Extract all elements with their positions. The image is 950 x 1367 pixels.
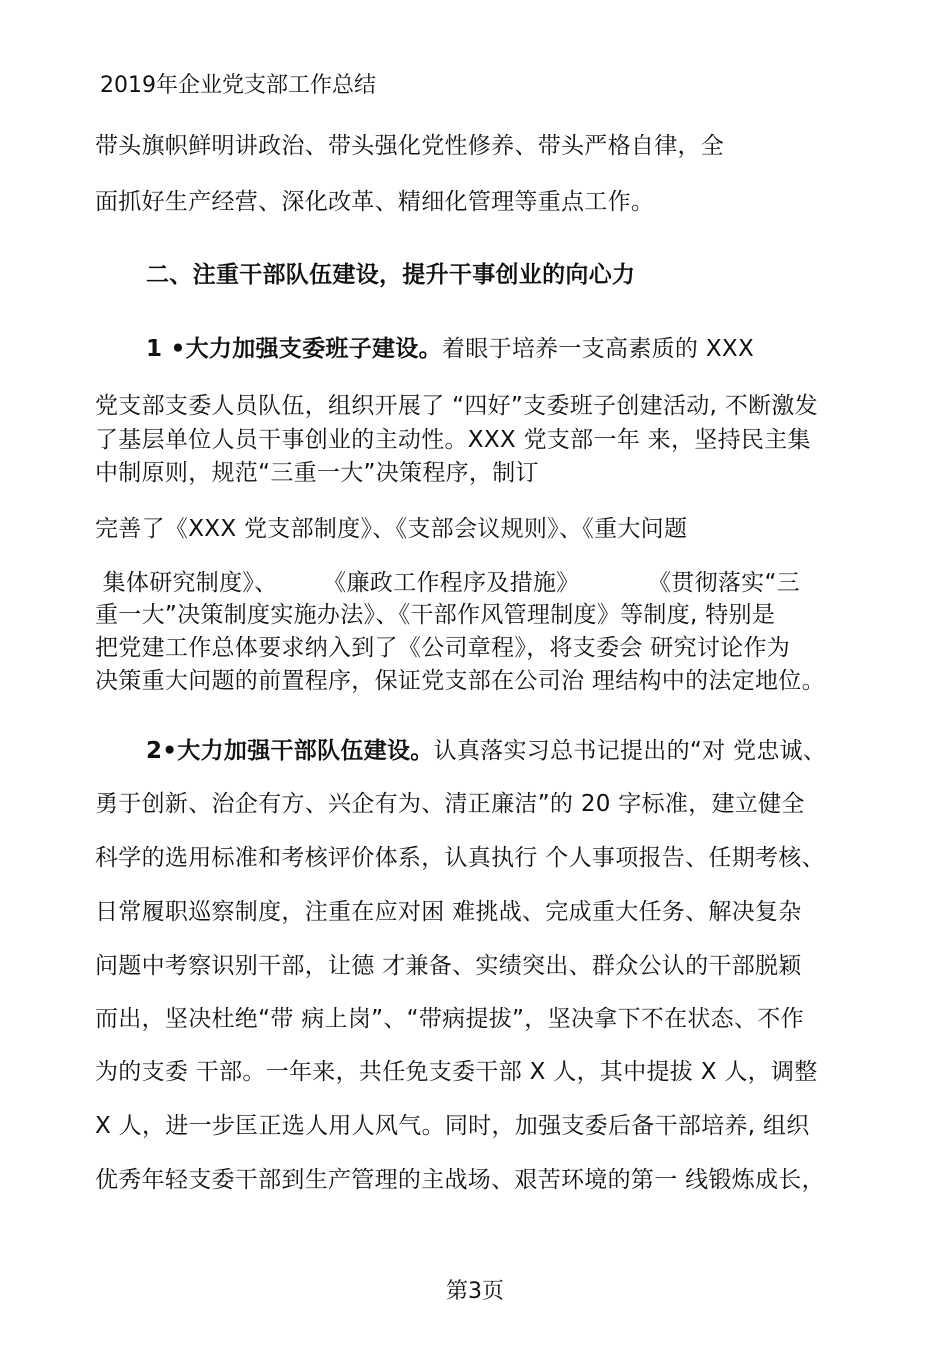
item2-first-line-text: 认真落实习总书记提出的“对 党忠诚、 bbox=[433, 738, 827, 764]
item2-line-5: 而出，坚决杜绝“带 病上岗”、“带病提拔”，坚决拿下不在状态、不作 bbox=[95, 1006, 804, 1032]
item1-first-line bbox=[146, 334, 754, 364]
item1-line-4: 完善了《XXX 党支部制度》、《支部会议规则》、《重大问题 bbox=[95, 516, 688, 542]
intro-line-2: 面抓好生产经营、深化改革、精细化管理等重点工作。 bbox=[95, 189, 655, 215]
item2-line-4: 问题中考察识别干部，让德 才兼备、实绩突出、群众公认的干部脱颖 bbox=[95, 953, 802, 979]
item1-label: 1 •大力加强支委班子建设。 bbox=[146, 336, 442, 362]
item1-first-line-text: 着眼于培养一支高素质的 XXX bbox=[441, 336, 755, 362]
item2-line-2: 科学的选用标准和考核评价体系，认真执行 个人事项报告、任期考核、 bbox=[95, 845, 825, 871]
document-header: 2019年企业党支部工作总结 bbox=[100, 73, 376, 98]
item1-line-2: 了基层单位人员干事创业的主动性。XXX 党支部一年 来，坚持民主集 bbox=[95, 427, 811, 453]
section-heading: 二、注重干部队伍建设，提升干事创业的向心力 bbox=[146, 262, 636, 288]
item2-line-7: X 人，进一步匡正选人用人风气。同时，加强支委后备干部培养, 组织 bbox=[95, 1113, 810, 1139]
item2-line-1: 勇于创新、治企有方、兴企有为、清正廉洁”的 20 字标准，建立健全 bbox=[95, 791, 805, 817]
item2-label: 2•大力加强干部队伍建设。 bbox=[146, 738, 434, 764]
item1-line-8: 决策重大问题的前置程序，保证党支部在公司治 理结构中的法定地位。 bbox=[95, 668, 825, 694]
item1-line-6: 重一大”决策制度实施办法》、《干部作风管理制度》等制度, 特别是 bbox=[95, 602, 776, 628]
item2-line-3: 日常履职巡察制度，注重在应对困 难挑战、完成重大任务、解决复杂 bbox=[95, 899, 802, 925]
item2-first-line bbox=[146, 736, 826, 766]
item2-line-8: 优秀年轻支委干部到生产管理的主战场、艰苦环境的第一 线锻炼成长， bbox=[95, 1167, 825, 1193]
item2-line-6: 为的支委 干部。一年来，共任免支委干部 X 人，其中提拔 X 人，调整 bbox=[95, 1059, 818, 1085]
item1-line-3: 中制原则，规范“三重一大”决策程序，制订 bbox=[95, 460, 539, 486]
intro-line-1: 带头旗帜鲜明讲政治、带头强化党性修养、带头严格自律，全 bbox=[95, 133, 725, 159]
item1-line-5: 集体研究制度》、 《廉政工作程序及措施》 《贯彻落实“三 bbox=[95, 570, 800, 596]
item1-line-7: 把党建工作总体要求纳入到了《公司章程》，将支委会 研究讨论作为 bbox=[95, 635, 791, 661]
page-number: 第3页 bbox=[446, 1279, 504, 1304]
item1-line-1: 党支部支委人员队伍，组织开展了 “四好”支委班子创建活动, 不断激发 bbox=[95, 393, 818, 419]
